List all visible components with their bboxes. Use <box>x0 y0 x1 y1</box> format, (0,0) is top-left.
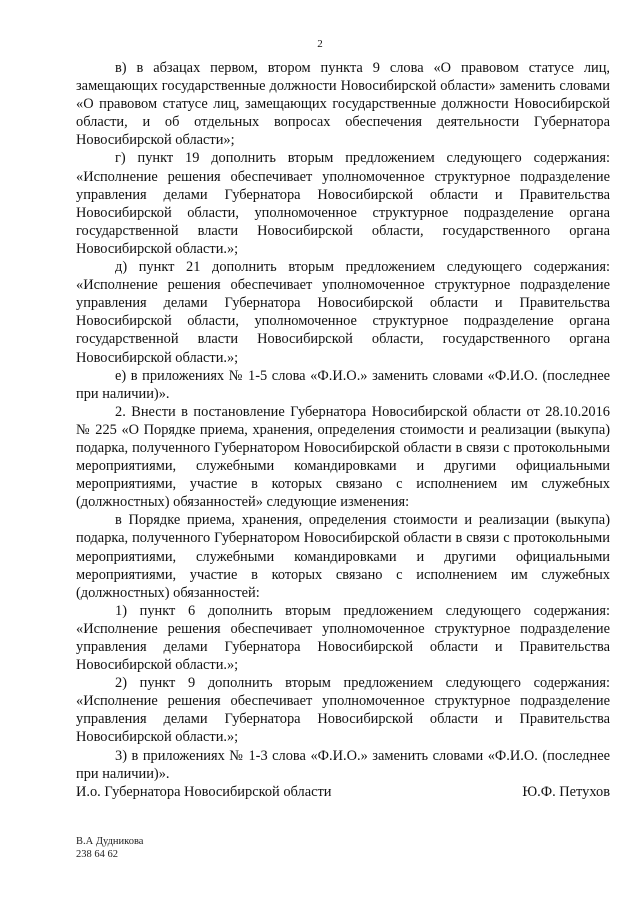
executor-phone: 238 64 62 <box>76 849 118 860</box>
executor-name: В.А Дудникова <box>76 836 144 847</box>
signatory-name: Ю.Ф. Петухов <box>522 784 610 800</box>
signature-block <box>76 784 610 801</box>
paragraph-item-d: д) пункт 21 дополнить вторым предложением следующего содержания: «Исполнение решения обеспечивает уполномоченное структурное подразделение управления делами Губернатора Новосибирской области и Правительства Новосибирской области, уполномоченное структурное подразделение органа государственной власти Новосибирской области, государственного органа Новосибирской области.»; <box>76 259 610 366</box>
page-number: 2 <box>317 38 323 50</box>
paragraph-item-1: 1) пункт 6 дополнить вторым предложением следующего содержания: «Исполнение решения обеспечивает уполномоченное структурное подразделение управления делами Губернатора Новосибирской области и Правительства Новосибирской области.»; <box>76 602 610 674</box>
paragraph-procedure-intro: в Порядке приема, хранения, определения стоимости и реализации (выкупа) подарка, полученного Губернатором Новосибирской области в связи с протокольными мероприятиями, служебными командировками и другими официальными мероприятиями, участие в которых связано с исполнением им служебных (должностных) обязанностей: <box>76 512 610 601</box>
paragraph-item-2: 2) пункт 9 дополнить вторым предложением следующего содержания: «Исполнение решения обеспечивает уполномоченное структурное подразделение управления делами Губернатора Новосибирской области и Правительства Новосибирской области.»; <box>76 675 610 746</box>
paragraph-item-e: е) в приложениях № 1-5 слова «Ф.И.О.» заменить словами «Ф.И.О. (последнее при наличии)». <box>76 367 610 402</box>
signatory-position: И.о. Губернатора Новосибирской области <box>76 784 332 800</box>
paragraph-item-v: в) в абзацах первом, втором пункта 9 слова «О правовом статусе лиц, замещающих государственные должности Новосибирской области» заменить словами «О правовом статусе лиц, замещающих государственные должности Новосибирской области, и об отдельных вопросах обеспечения деятельности Губернатора Новосибирской области»; <box>76 60 610 149</box>
paragraph-item-3: 3) в приложениях № 1-3 слова «Ф.И.О.» заменить словами «Ф.И.О. (последнее при наличии)». <box>76 747 610 782</box>
document-body <box>76 59 610 783</box>
paragraph-section-2: 2. Внести в постановление Губернатора Новосибирской области от 28.10.2016 № 225 «О Порядке приема, хранения, определения стоимости и реализации (выкупа) подарка, полученного Губернатором Новосибирской области в связи с протокольными мероприятиями, служебными командировками и другими официальными мероприятиями, участие в которых связано с исполнением им служебных (должностных) обязанностей» следующие изменения: <box>76 403 610 511</box>
paragraph-item-g: г) пункт 19 дополнить вторым предложением следующего содержания: «Исполнение решения обеспечивает уполномоченное структурное подразделение управления делами Губернатора Новосибирской области и Правительства Новосибирской области, уполномоченное структурное подразделение органа государственной власти Новосибирской области, государственного органа Новосибирской области.»; <box>76 150 610 257</box>
executor-info <box>76 835 143 861</box>
